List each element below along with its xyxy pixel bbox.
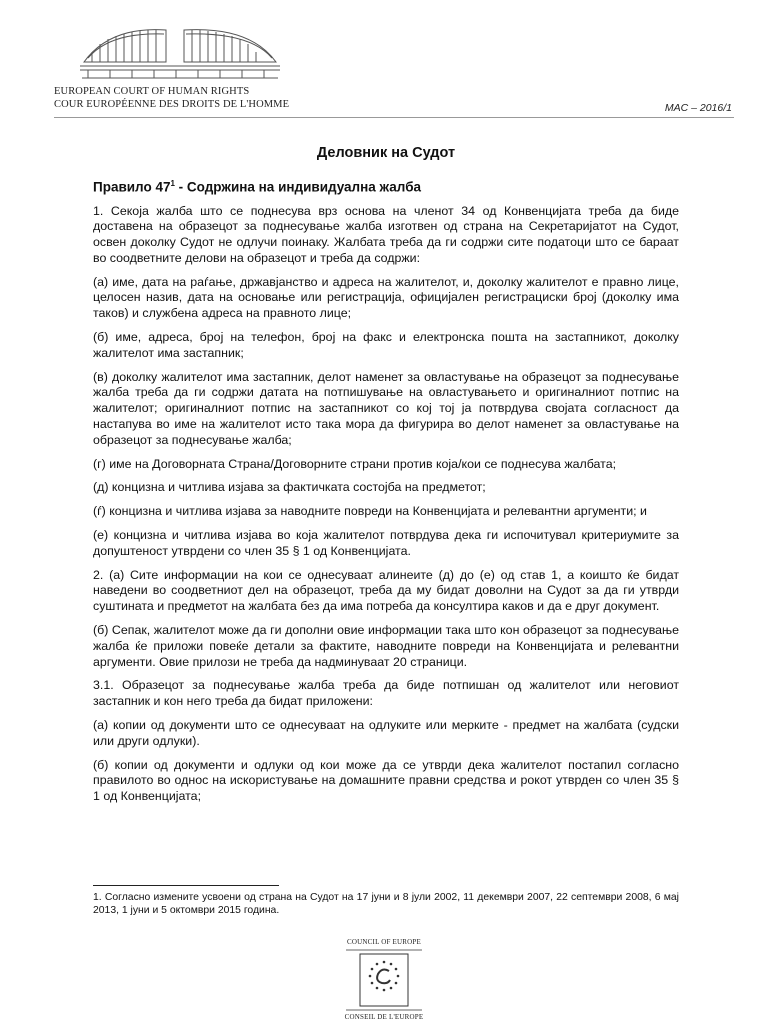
court-name-en: EUROPEAN COURT OF HUMAN RIGHTS — [54, 86, 250, 97]
rule-number: Правило 47 — [93, 179, 171, 195]
paragraph-1v: (в) доколку жалителот има застапник, делот наменет за овластување на образецот за поднесување жалба треба да ги содржи датата на потпишување на овластувањето и оригиналниот потпис на жалителот; оригиналниот потпис на застапникот со кој тој ја потврдува својата согласност да настапува во име на жалителот исто така мора да фигурира во делот наменет за овластување на образецот за поднесување жалба; — [93, 369, 679, 447]
footnote-reference[interactable]: 1 — [170, 179, 175, 188]
paragraph-3-1a: (а) копии од документи што се однесуваат на одлуките или мерките - предмет на жалбата (судски или други одлуки). — [93, 718, 679, 748]
paragraph-1b: (б) име, адреса, број на телефон, број на факс и електронска пошта на застапникот, доколку жалителот има застапник; — [93, 330, 679, 360]
coe-name-en: COUNCIL OF EUROPE — [347, 938, 421, 946]
paragraph-1: 1. Секоја жалба што се поднесува врз основа на членот 34 од Конвенцијата треба да биде доставена на образецот за поднесување жалба изготвен од страна на Секретаријатот на Судот, освен доколку Судот не одлучи поинаку. Жалбата треба да ги содржи сите податоци што се бараат во соодветните делови на образецот и треба да содржи: — [93, 203, 679, 265]
document-title: Деловник на Судот — [316, 145, 456, 161]
document-body — [93, 145, 679, 813]
paragraph-1e: (е) концизна и читлива изјава во која жалителот потврдува дека ги испочитувал критериумите за допуштеност утврдени со член 35 § 1 од Конвенцијата. — [93, 528, 679, 558]
paragraph-3-1b: (б) копии од документи и одлуки од кои може да се утврди дека жалителот постапил согласно правилото во однос на искористување на домашните правни средства и рокот утврден со член 35 § 1 од Конвенцијата; — [93, 757, 679, 804]
court-name-fr: COUR EUROPÉENNE DES DROITS DE L'HOMME — [54, 99, 290, 110]
coe-name-fr: CONSEIL DE L'EUROPE — [344, 1013, 424, 1021]
court-building-icon — [80, 22, 280, 84]
footnote: 1. Согласно измените усвоени од страна на Судот на 17 јуни и 8 јули 2002, 11 декември 2007, 22 септември 2008, 6 мај 2013, 1 јуни и 5 октомври 2015 година. — [93, 892, 679, 917]
paragraph-3-1: 3.1. Образецот за поднесување жалба треба да биде потпишан од жалителот или неговиот застапник и кон него треба да бидат приложени: — [93, 678, 679, 709]
council-of-europe-emblem-icon — [346, 949, 422, 1011]
paragraph-1d: (д) концизна и читлива изјава за фактичката состојба на предметот; — [93, 480, 486, 495]
header-divider — [54, 117, 734, 118]
document-code: MAC – 2016/1 — [664, 102, 732, 114]
footnote-divider — [93, 885, 279, 886]
paragraph-2a: 2. (а) Сите информации на кои се однесуваат алинеите (д) до (е) од став 1, а коишто ќе бидат наведени во соодветниот дел на образецот, треба да му бидат доволни на Судот за да ги утврди суштината и предметот на жалбата без да има потреба да консултира каков и да е друг документ. — [93, 567, 679, 614]
paragraph-1gj: (ѓ) концизна и читлива изјава за наводните повреди на Конвенцијата и релевантни аргументи; и — [93, 504, 647, 519]
page-header — [54, 22, 734, 122]
rule-heading — [93, 179, 679, 195]
paragraph-1g: (г) име на Договорната Страна/Договорните страни против која/кои се поднесува жалбата; — [93, 456, 617, 471]
paragraph-2b: (б) Сепак, жалителот може да ги дополни овие информации така што кон образецот за поднесување жалба ќе приложи повеќе детали за фактите, наводните повреди на Конвенцијата и релевантни аргументи. Овие прилози не треба да надминуваат 20 страници. — [93, 623, 679, 669]
council-of-europe-logo — [341, 938, 427, 1024]
rule-subtitle: - Содржина на индивидуална жалба — [174, 179, 422, 195]
paragraph-1a: (а) име, дата на раѓање, државјанство и адреса на жалителот, и, доколку жалителот е правно лице, целосен назив, дата на основање или регистрација, официјален регистрациски број (доколку има таков) и службена адреса на правното лице; — [93, 274, 679, 321]
